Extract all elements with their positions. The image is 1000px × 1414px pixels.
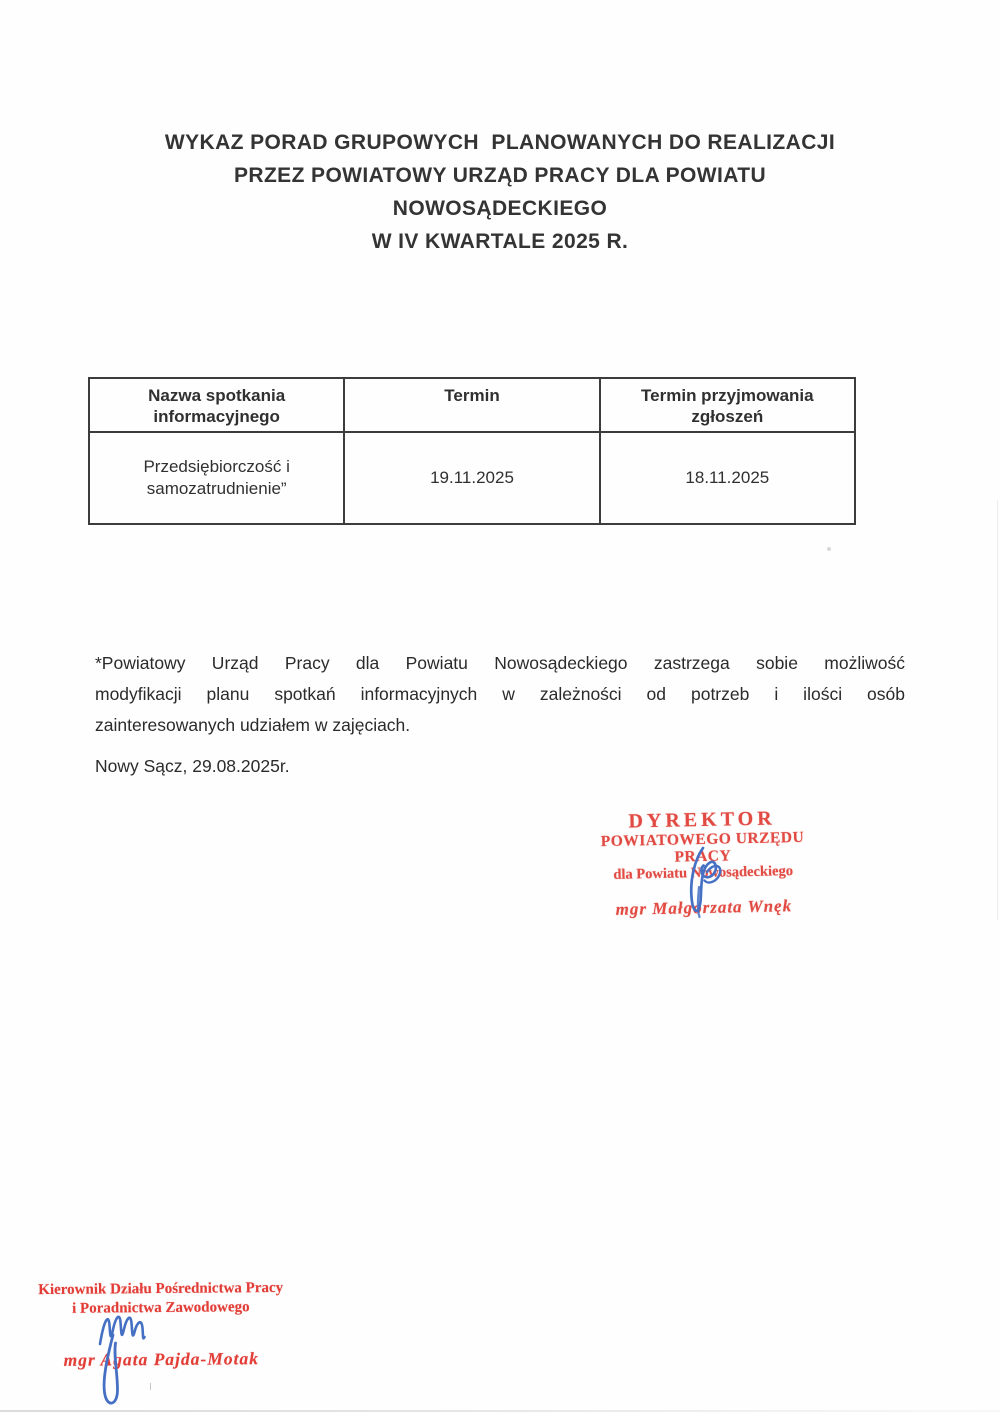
manager-stamp xyxy=(36,1279,287,1371)
scan-right-edge-artifact xyxy=(997,500,998,920)
footnote-paragraph xyxy=(95,648,905,741)
manager-stamp-name: mgr Agata Pajda-Motak xyxy=(63,1348,260,1370)
table-header-row xyxy=(89,378,855,432)
footnote-line-2: modyfikacji planu spotkań informacyjnych w zależności od potrzeb i ilości osób xyxy=(95,684,905,704)
manager-stamp-title-1: Kierownik Działu Pośrednictwa Pracy xyxy=(38,1279,284,1299)
title-line-1: WYKAZ PORAD GRUPOWYCH PLANOWANYCH DO REALIZACJI xyxy=(164,131,836,154)
director-stamp-district: dla Powiatu Nowosądeckiego xyxy=(613,863,794,883)
title-line-2: PRZEZ POWIATOWY URZĄD PRACY DLA POWIATU xyxy=(233,164,767,187)
scan-edge-artifact xyxy=(0,1410,1000,1412)
schedule-table xyxy=(88,377,856,525)
table-row xyxy=(89,432,855,524)
manager-stamp-title-2: i Poradnictwa Zawodowego xyxy=(72,1299,250,1317)
scan-speck xyxy=(827,547,831,551)
header-registration-deadline: Termin przyjmowania zgłoszeń xyxy=(600,378,855,432)
director-stamp-office: POWIATOWEGO URZĘDU PRACY xyxy=(600,828,805,866)
place-and-date: Nowy Sącz, 29.08.2025r. xyxy=(95,756,290,776)
footnote-line-1: *Powiatowy Urząd Pracy dla Powiatu Nowosądeckiego zastrzega sobie możliwość xyxy=(95,653,905,673)
footnote-line-3: zainteresowanych udziałem w zajęciach. xyxy=(95,715,411,735)
director-stamp-name: mgr Małgorzata Wnęk xyxy=(615,896,793,919)
scan-tick-mark xyxy=(150,1383,151,1390)
header-meeting-name: Nazwa spotkania informacyjnego xyxy=(89,378,344,432)
header-date: Termin xyxy=(344,378,599,432)
title-line-3: NOWOSĄDECKIEGO xyxy=(392,197,608,220)
director-stamp-title: DYREKTOR xyxy=(628,807,776,833)
title-line-4: W IV KWARTALE 2025 R. xyxy=(371,230,629,253)
cell-date: 19.11.2025 xyxy=(344,432,599,524)
director-stamp xyxy=(577,807,829,920)
document-title xyxy=(0,126,1000,258)
cell-meeting-name: Przedsiębiorczość i samozatrudnienie” xyxy=(89,432,344,524)
cell-registration-deadline: 18.11.2025 xyxy=(600,432,855,524)
